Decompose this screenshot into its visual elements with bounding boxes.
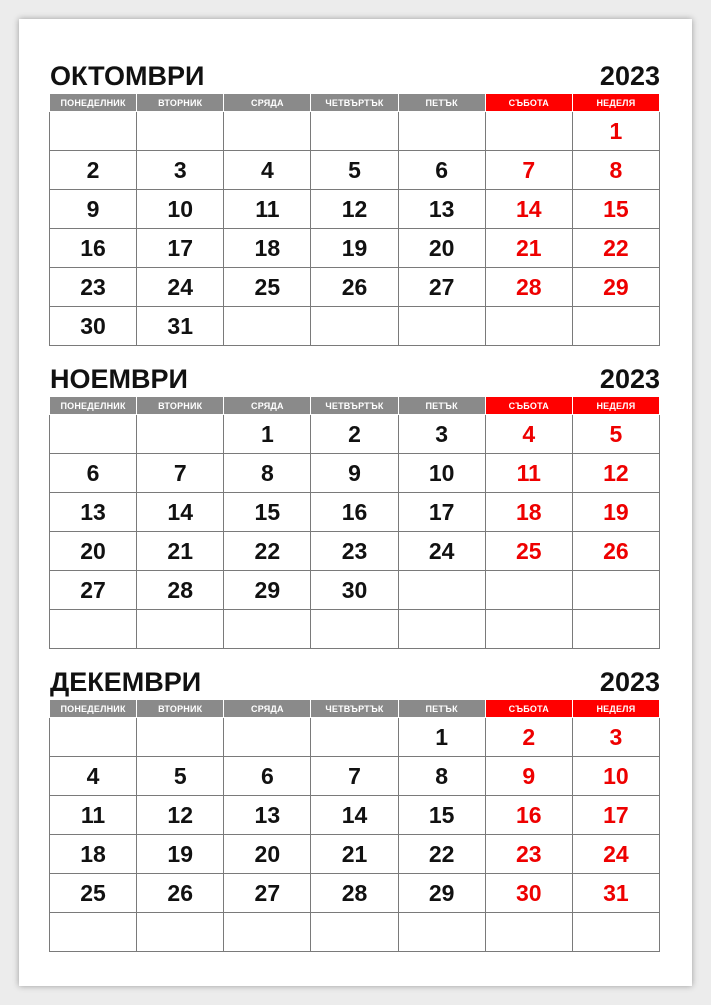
day-cell: 17 (572, 796, 659, 835)
month-year: 2023 (599, 667, 660, 697)
week-row (50, 112, 660, 151)
day-cell (224, 112, 311, 151)
day-cell: 10 (137, 190, 224, 229)
day-cell (137, 718, 224, 757)
day-cell (224, 913, 311, 952)
day-cell (311, 913, 398, 952)
month-year: 2023 (599, 61, 660, 91)
day-cell: 27 (50, 571, 137, 610)
day-cell (485, 307, 572, 346)
day-cell: 21 (137, 532, 224, 571)
day-cell: 10 (398, 454, 485, 493)
day-cell: 3 (137, 151, 224, 190)
day-cell: 20 (398, 229, 485, 268)
day-cell: 28 (311, 874, 398, 913)
month-header (49, 356, 660, 394)
day-cell: 7 (311, 757, 398, 796)
weekday-label: ЧЕТВЪРТЪК (311, 397, 398, 415)
weekday-label: СРЯДА (224, 94, 311, 112)
weekday-label: ПОНЕДЕЛНИК (50, 700, 137, 718)
weekday-label: СЪБОТА (485, 700, 572, 718)
day-cell (50, 610, 137, 649)
weekday-label: ПОНЕДЕЛНИК (50, 94, 137, 112)
month-name: ОКТОМВРИ (50, 61, 205, 91)
day-cell: 11 (224, 190, 311, 229)
day-cell: 29 (572, 268, 659, 307)
day-cell: 14 (311, 796, 398, 835)
day-cell (311, 718, 398, 757)
week-row (50, 454, 660, 493)
day-cell: 12 (572, 454, 659, 493)
day-cell: 14 (485, 190, 572, 229)
weekday-header-row (50, 94, 660, 112)
week-row (50, 151, 660, 190)
calendar-page (19, 19, 692, 986)
day-cell: 25 (485, 532, 572, 571)
day-cell: 24 (137, 268, 224, 307)
week-row (50, 835, 660, 874)
month-grid (49, 396, 660, 649)
day-cell (224, 718, 311, 757)
day-cell: 24 (398, 532, 485, 571)
week-row (50, 268, 660, 307)
day-cell: 15 (572, 190, 659, 229)
day-cell: 23 (485, 835, 572, 874)
month-october (49, 53, 660, 346)
weekday-label: НЕДЕЛЯ (572, 700, 659, 718)
day-cell: 26 (311, 268, 398, 307)
day-cell: 23 (311, 532, 398, 571)
day-cell: 2 (485, 718, 572, 757)
day-cell (485, 610, 572, 649)
day-cell: 15 (398, 796, 485, 835)
month-grid (49, 93, 660, 346)
day-cell: 31 (137, 307, 224, 346)
day-cell: 22 (398, 835, 485, 874)
day-cell: 30 (485, 874, 572, 913)
day-cell (398, 610, 485, 649)
day-cell: 8 (224, 454, 311, 493)
day-cell (137, 112, 224, 151)
day-cell (398, 112, 485, 151)
day-cell: 13 (50, 493, 137, 532)
day-cell (224, 307, 311, 346)
day-cell: 19 (137, 835, 224, 874)
month-year: 2023 (599, 364, 660, 394)
day-cell: 26 (137, 874, 224, 913)
day-cell: 24 (572, 835, 659, 874)
day-cell: 30 (311, 571, 398, 610)
day-cell: 30 (50, 307, 137, 346)
day-cell (50, 112, 137, 151)
day-cell: 9 (485, 757, 572, 796)
weekday-label: СРЯДА (224, 700, 311, 718)
day-cell: 4 (224, 151, 311, 190)
week-row (50, 571, 660, 610)
day-cell (50, 415, 137, 454)
day-cell: 2 (311, 415, 398, 454)
day-cell: 27 (398, 268, 485, 307)
day-cell: 8 (398, 757, 485, 796)
month-name: НОЕМВРИ (50, 364, 188, 394)
day-cell (137, 913, 224, 952)
day-cell: 21 (485, 229, 572, 268)
weekday-label: СРЯДА (224, 397, 311, 415)
weekday-label: ВТОРНИК (137, 700, 224, 718)
day-cell: 21 (311, 835, 398, 874)
day-cell: 18 (50, 835, 137, 874)
week-row (50, 913, 660, 952)
day-cell: 10 (572, 757, 659, 796)
day-cell: 16 (485, 796, 572, 835)
day-cell: 6 (224, 757, 311, 796)
day-cell: 23 (50, 268, 137, 307)
day-cell (311, 112, 398, 151)
day-cell: 4 (485, 415, 572, 454)
weekday-label: НЕДЕЛЯ (572, 397, 659, 415)
day-cell: 22 (224, 532, 311, 571)
weekday-label: ВТОРНИК (137, 397, 224, 415)
day-cell: 16 (311, 493, 398, 532)
week-row (50, 757, 660, 796)
month-december (49, 659, 660, 952)
weekday-label: ПЕТЪК (398, 94, 485, 112)
day-cell: 18 (485, 493, 572, 532)
weekday-label: ПОНЕДЕЛНИК (50, 397, 137, 415)
day-cell (311, 610, 398, 649)
day-cell: 9 (311, 454, 398, 493)
day-cell: 5 (137, 757, 224, 796)
day-cell: 3 (572, 718, 659, 757)
day-cell: 5 (311, 151, 398, 190)
day-cell: 14 (137, 493, 224, 532)
weekday-label: ВТОРНИК (137, 94, 224, 112)
week-row (50, 718, 660, 757)
day-cell: 9 (50, 190, 137, 229)
weekday-label: ПЕТЪК (398, 700, 485, 718)
day-cell: 1 (398, 718, 485, 757)
weekday-label: СЪБОТА (485, 94, 572, 112)
day-cell (50, 913, 137, 952)
day-cell: 16 (50, 229, 137, 268)
day-cell (398, 571, 485, 610)
day-cell (485, 571, 572, 610)
day-cell (137, 415, 224, 454)
day-cell: 31 (572, 874, 659, 913)
day-cell: 12 (311, 190, 398, 229)
day-cell: 11 (50, 796, 137, 835)
month-grid (49, 699, 660, 952)
day-cell: 13 (224, 796, 311, 835)
day-cell (137, 610, 224, 649)
day-cell: 13 (398, 190, 485, 229)
day-cell (572, 610, 659, 649)
day-cell: 7 (137, 454, 224, 493)
week-row (50, 874, 660, 913)
day-cell: 18 (224, 229, 311, 268)
day-cell: 26 (572, 532, 659, 571)
week-row (50, 190, 660, 229)
weekday-header-row (50, 700, 660, 718)
day-cell (311, 307, 398, 346)
day-cell: 11 (485, 454, 572, 493)
weekday-header-row (50, 397, 660, 415)
weekday-label: СЪБОТА (485, 397, 572, 415)
day-cell: 15 (224, 493, 311, 532)
day-cell: 2 (50, 151, 137, 190)
day-cell: 19 (572, 493, 659, 532)
day-cell: 4 (50, 757, 137, 796)
month-name: ДЕКЕМВРИ (50, 667, 202, 697)
day-cell (572, 571, 659, 610)
day-cell: 19 (311, 229, 398, 268)
day-cell: 12 (137, 796, 224, 835)
day-cell: 3 (398, 415, 485, 454)
day-cell (485, 112, 572, 151)
day-cell: 25 (224, 268, 311, 307)
week-row (50, 415, 660, 454)
day-cell: 28 (137, 571, 224, 610)
day-cell (572, 307, 659, 346)
weekday-label: ПЕТЪК (398, 397, 485, 415)
day-cell: 27 (224, 874, 311, 913)
day-cell: 29 (224, 571, 311, 610)
day-cell: 28 (485, 268, 572, 307)
weekday-label: НЕДЕЛЯ (572, 94, 659, 112)
day-cell: 6 (398, 151, 485, 190)
week-row (50, 493, 660, 532)
week-row (50, 796, 660, 835)
day-cell: 6 (50, 454, 137, 493)
weekday-label: ЧЕТВЪРТЪК (311, 94, 398, 112)
week-row (50, 229, 660, 268)
month-header (49, 53, 660, 91)
day-cell: 17 (398, 493, 485, 532)
day-cell: 1 (224, 415, 311, 454)
week-row (50, 610, 660, 649)
day-cell: 29 (398, 874, 485, 913)
day-cell (398, 307, 485, 346)
day-cell: 1 (572, 112, 659, 151)
day-cell: 25 (50, 874, 137, 913)
week-row (50, 307, 660, 346)
day-cell: 22 (572, 229, 659, 268)
day-cell (224, 610, 311, 649)
day-cell: 17 (137, 229, 224, 268)
day-cell (50, 718, 137, 757)
day-cell (398, 913, 485, 952)
weekday-label: ЧЕТВЪРТЪК (311, 700, 398, 718)
day-cell: 8 (572, 151, 659, 190)
day-cell: 7 (485, 151, 572, 190)
day-cell (572, 913, 659, 952)
month-november (49, 356, 660, 649)
week-row (50, 532, 660, 571)
day-cell (485, 913, 572, 952)
day-cell: 20 (224, 835, 311, 874)
month-header (49, 659, 660, 697)
day-cell: 5 (572, 415, 659, 454)
day-cell: 20 (50, 532, 137, 571)
